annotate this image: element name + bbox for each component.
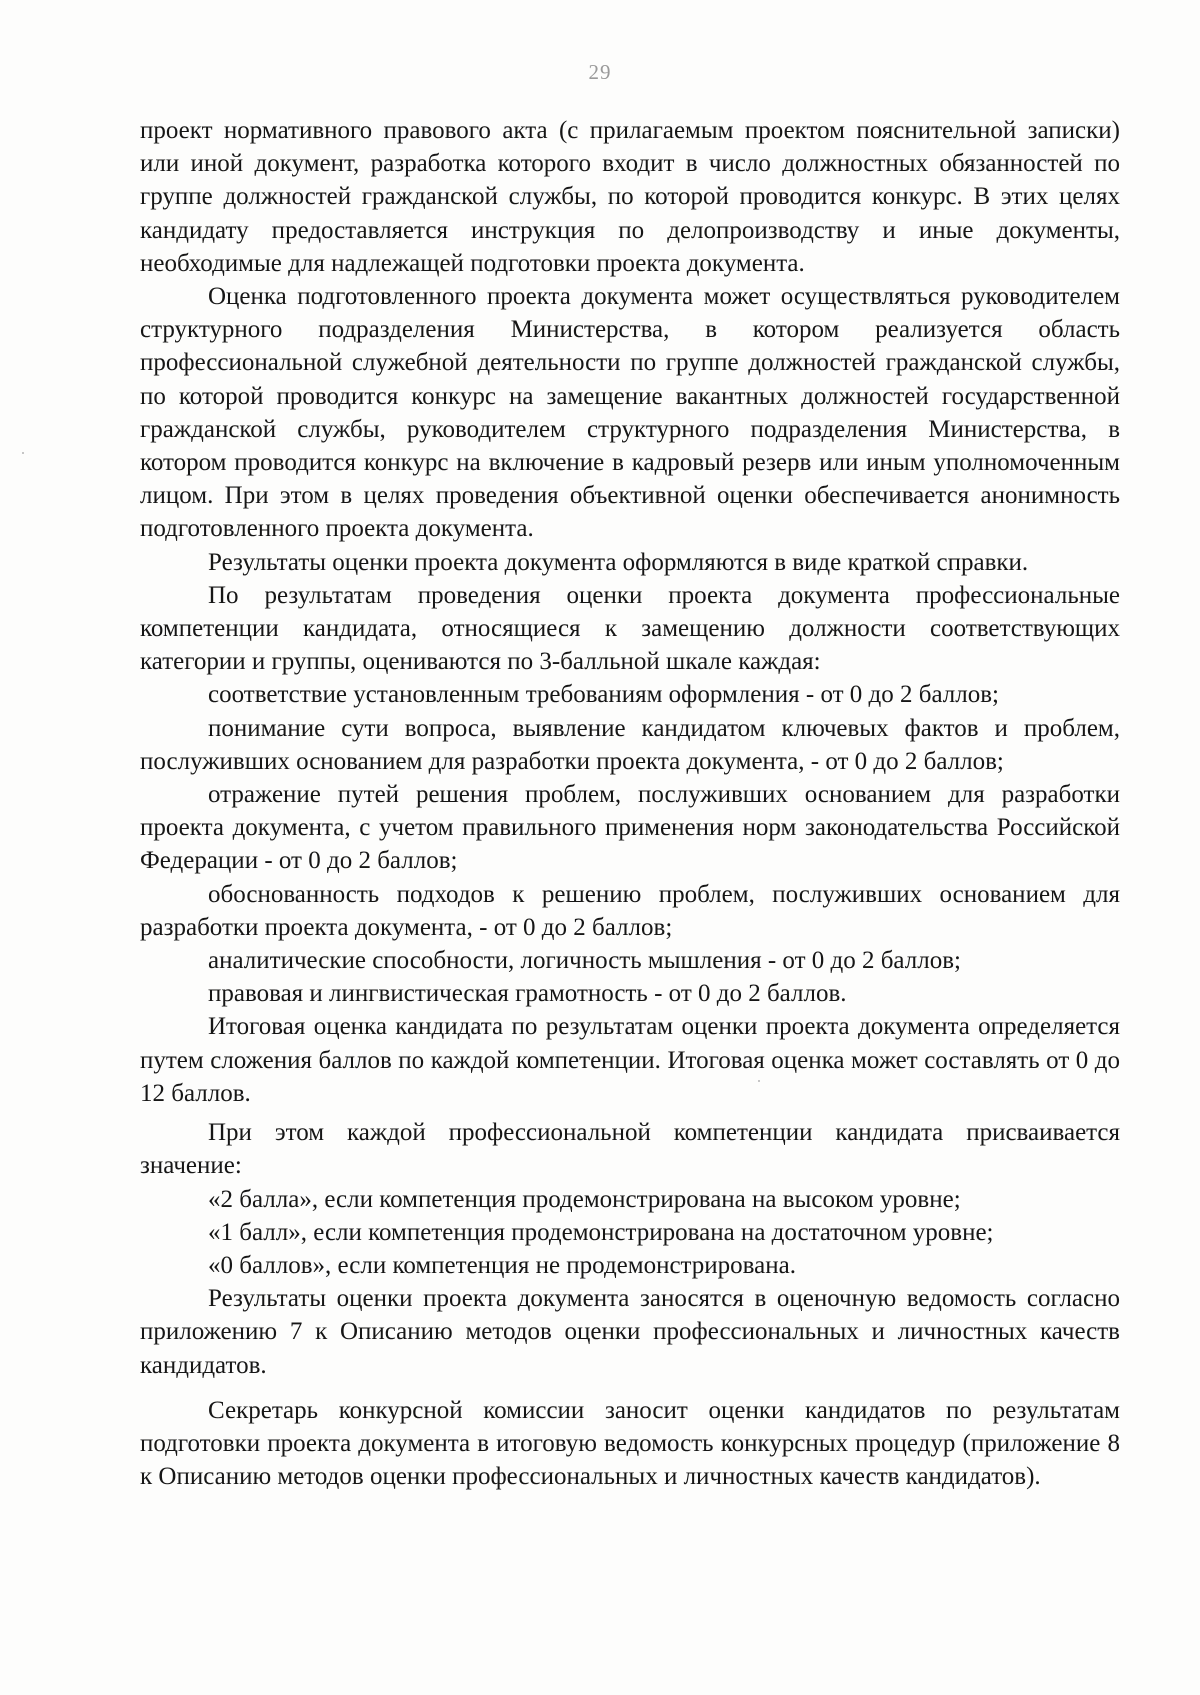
paragraph-scoring-scale: По результатам проведения оценки проекта документа профессиональные компетенции кандидата, относящиеся к замещению должности соответствующих категории и группы, оцениваются по 3-балльной шкале каждая: [140,581,1120,676]
criterion-literacy: правовая и лингвистическая грамотность - от 0 до 2 баллов. [208,980,847,1008]
criterion-analytical: аналитические способности, логичность мышления - от 0 до 2 баллов; [208,947,961,975]
paragraph-value-assignment: При этом каждой профессиональной компетенции кандидата присваивается значение: [140,1119,1120,1180]
scan-speck [758,1080,760,1082]
paragraph-results-summary: Результаты оценки проекта документа оформляются в виде краткой справки. [208,548,1029,576]
criterion-formatting: соответствие установленным требованиям оформления - от 0 до 2 баллов; [208,681,999,709]
paragraph-continuation: проект нормативного правового акта (с прилагаемым проектом пояснительной записки) или иной документ, разработка которого входит в число должностных обязанностей по группе должностей гражданской службы, по которой проводится конкурс. В этих целях кандидату предоставляется инструкция по делопроизводству и иные документы, необходимые для надлежащей подготовки проекта документа. [140,117,1120,277]
value-one-point: «1 балл», если компетенция продемонстрирована на достаточном уровне; [208,1218,994,1246]
paragraph-total-score: Итоговая оценка кандидата по результатам оценки проекта документа определяется путем сложения баллов по каждой компетенции. Итоговая оценка может составлять от 0 до 12 баллов. [140,1013,1120,1107]
paragraph-evaluation-sheet: Результаты оценки проекта документа заносятся в оценочную ведомость согласно приложению 7 к Описанию методов оценки профессиональных и личностных качеств кандидатов. [140,1285,1120,1379]
criterion-understanding: понимание сути вопроса, выявление кандидатом ключевых фактов и проблем, послуживших основанием для разработки проекта документа, - от 0 до 2 баллов; [140,714,1120,775]
paragraph-evaluation-by: Оценка подготовленного проекта документа может осуществляться руководителем структурного подразделения Министерства, в котором реализуется область профессиональной служебной деятельности по группе должностей гражданской службы, по которой проводится конкурс на замещение вакантных должностей государственной гражданской службы, руководителем структурного подразделения Министерства, в котором проводится конкурс на включение в кадровый резерв или иным уполномоченным лицом. При этом в целях проведения объективной оценки обеспечивается анонимность подготовленного проекта документа. [140,283,1120,543]
scan-speck [22,452,24,454]
criterion-solutions: отражение путей решения проблем, послуживших основанием для разработки проекта документа, с учетом правильного применения норм законодательства Российской Федерации - от 0 до 2 баллов; [140,781,1120,875]
paragraph-secretary: Секретарь конкурсной комиссии заносит оценки кандидатов по результатам подготовки проекта документа в итоговую ведомость конкурсных процедур (приложение 8 к Описанию методов оценки профессиональных и личностных качеств кандидатов). [140,1396,1120,1491]
value-zero-points: «0 баллов», если компетенция не продемонстрирована. [208,1251,796,1279]
page-number: 29 [588,60,612,84]
document-body [140,114,1120,1493]
value-two-points: «2 балла», если компетенция продемонстрирована на высоком уровне; [208,1185,961,1213]
criterion-justification: обоснованность подходов к решению проблем, послуживших основанием для разработки проекта документа, - от 0 до 2 баллов; [140,880,1120,941]
